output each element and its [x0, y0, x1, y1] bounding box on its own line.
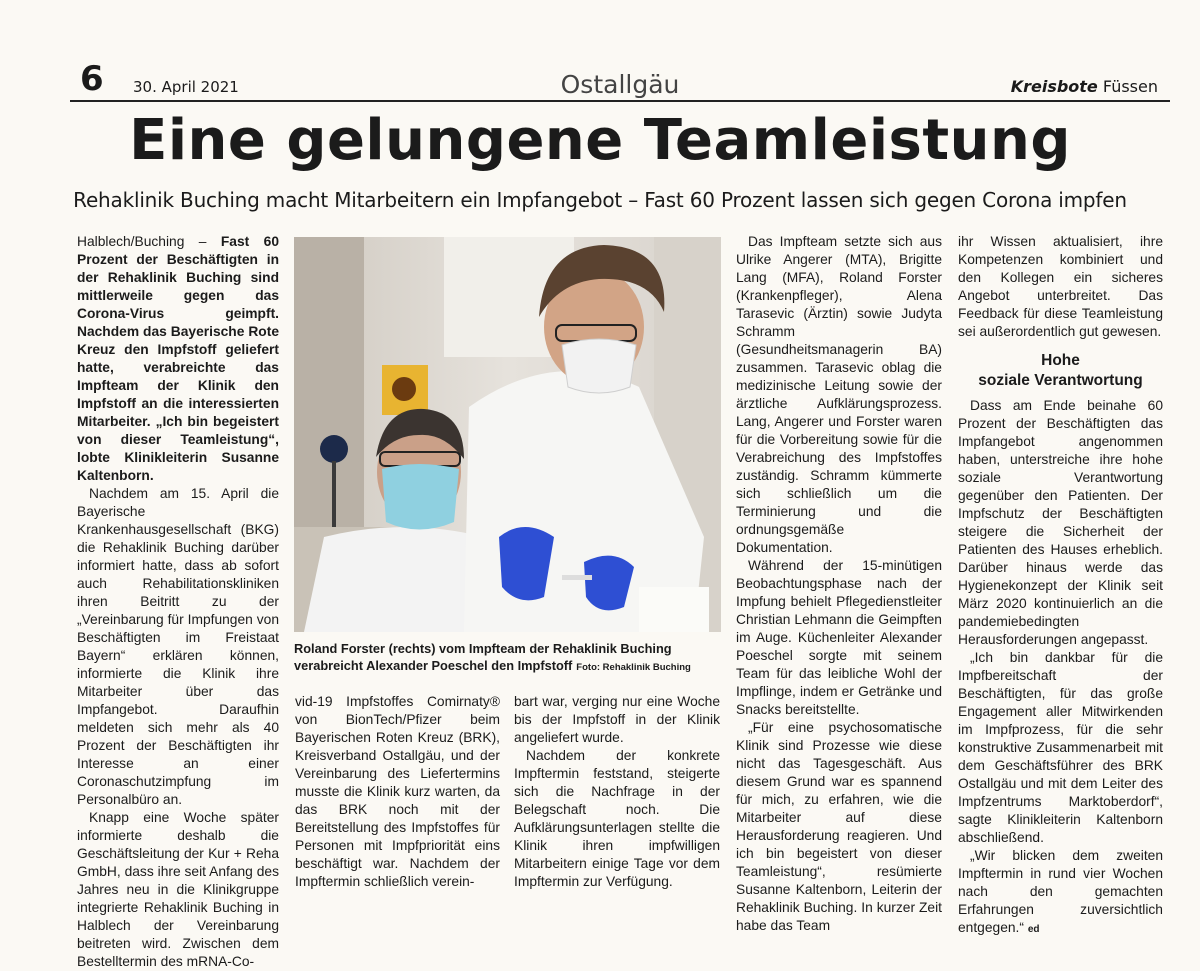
brand-name: Kreisbote — [1010, 77, 1098, 96]
intertitle-line-1: Hohe — [1041, 352, 1080, 369]
article-column-5 — [958, 233, 1163, 939]
intertitle — [958, 351, 1163, 391]
paragraph: ihr Wissen aktualisiert, ihre Kompetenzen kombiniert und den Kollegen ein sicheres Angebot unterbreitet. Das Feedback für diese Teamleistung sei außerordentlich gut gewesen. — [958, 234, 1163, 339]
paragraph: „Für eine psychosomatische Klinik sind Prozesse wie diese nicht das Tagesgeschäft. Aus diesem Grund war es spannend für mich, zu erfahren, wie die Mitarbeiter auf diese Herausforderung reagieren. Und ich bin begeistert von dieser Teamleistung“, resümierte Susanne Kaltenborn, Leiterin der Rehaklinik Buching. In kurzer Zeit habe das Team — [736, 720, 942, 933]
lead-paragraph — [77, 233, 279, 485]
closing-quote: „Wir blicken dem zweiten Impftermin in rund vier Wochen nach den gemachten Erfahrungen zuversichtlich entgegen.“ — [958, 848, 1163, 935]
article-photo — [294, 237, 721, 632]
photo-caption — [294, 640, 724, 676]
subheadline: Rehaklinik Buching macht Mitarbeitern ein Impfangebot – Fast 60 Prozent lassen sich gegen Corona impfen — [73, 188, 1127, 212]
page-number: 6 — [80, 59, 104, 99]
headline: Eine gelungene Teamleistung — [129, 108, 1071, 173]
section-title: Ostallgäu — [560, 70, 680, 99]
intertitle-line-2: soziale Verantwortung — [978, 372, 1143, 389]
paragraph: vid-19 Impfstoffes Comirnaty® von BionTech/Pfizer beim Bayerischen Roten Kreuz (BRK), Kreisverband Ostallgäu, und der Vereinbarung des Liefertermins musste die Klinik kurz warten, da das BRK noch mit der Bereitstellung des Impfstoffes für Personen mit Impfpriorität eins beschäftigt war. Nachdem der Impftermin schließlich verein- — [295, 694, 500, 889]
article-column-2 — [295, 693, 500, 891]
brand — [1011, 77, 1158, 96]
lead-text: Fast 60 Prozent der Beschäftigten in der Rehaklinik Buching sind mittlerweile gegen das Corona-Virus geimpft. Nachdem das Bayerische Rote Kreuz den Impfstoff geliefert hatte, verabreichte das Impfteam der Klinik den Impfstoff an die interessierten Mitarbeiter. „Ich bin begeistert von dieser Teamleistung“, lobte Klinikleiterin Susanne Kaltenborn. — [77, 234, 279, 483]
paragraph: bart war, verging nur eine Woche bis der Impfstoff in der Klinik angeliefert wurde. — [514, 694, 720, 745]
issue-date: 30. April 2021 — [133, 78, 239, 96]
header-rule — [70, 100, 1170, 102]
dateline: Halblech/Buching – — [77, 234, 221, 249]
article-column-3 — [514, 693, 720, 891]
vaccination-photo-illustration — [294, 237, 721, 632]
paragraph: Knapp eine Woche später informierte deshalb die Geschäftsleitung der Kur + Reha GmbH, dass ihre seit Anfang des Jahres neu in die Klinikgruppe integrierte Rehaklinik Buching in Halblech der Vereinbarung beitreten wird. Zwischen dem Bestelltermin des mRNA-Co- — [77, 810, 279, 969]
article-column-1 — [77, 233, 279, 971]
paragraph: Nachdem der konkrete Impftermin feststand, steigerte sich die Nachfrage in der Belegschaft noch. Die Aufklärungsunterlagen stellte die Klinik ihren impfwilligen Mitarbeitern einige Tage vor dem Impftermin zur Verfügung. — [514, 748, 720, 889]
paragraph: Das Impfteam setzte sich aus Ulrike Angerer (MTA), Brigitte Lang (MFA), Roland Forster (Krankenpfleger), Alena Tarasevic (Ärztin) sowie Judyta Schramm (Gesundheitsmanagerin BA) zusammen. Tarasevic oblag die medizinische Leitung sowie der ärztliche Aufklärungsprozess. Lang, Angerer und Forster waren für die Vorbereitung sowie für die Verabreichung des Impfstoffes zuständig. Schramm kümmerte sich schließlich um die Terminierung und die ordnungsgemäße Dokumentation. — [736, 234, 942, 555]
brand-edition: Füssen — [1102, 77, 1158, 96]
author-signature: ed — [1027, 924, 1040, 935]
photo-credit: Foto: Rehaklinik Buching — [576, 662, 691, 673]
article-column-4 — [736, 233, 942, 935]
paragraph: Während der 15-minütigen Beobachtungsphase nach der Impfung behielt Pflegedienstleiter Christian Lehmann die Geimpften im Auge. Küchenleiter Alexander Poeschel sorgte mit seinem Team für das leibliche Wohl der Impflinge, indem er Getränke und Snacks bereitstellte. — [736, 558, 942, 717]
paragraph: Dass am Ende beinahe 60 Prozent der Beschäftigten das Impfangebot angenommen haben, unterstreiche ihre hohe soziale Verantwortung gegenüber den Patienten. Der Impfschutz der Beschäftigten steigere die Sicherheit der Patienten des Hauses erheblich. Darüber hinaus werde das Hygienekonzept der Klinik seit März 2020 kontinuierlich an die pandemiebedingten Herausforderungen angepasst. — [958, 398, 1163, 647]
paragraph — [958, 847, 1163, 939]
paragraph: Nachdem am 15. April die Bayerische Krankenhausgesellschaft (BKG) die Rehaklinik Buching darüber informiert hatte, dass ab sofort auch Rehabilitationskliniken ihren Beitritt zu der „Vereinbarung für Impfungen von Beschäftigten im Freistaat Bayern“ erklären können, informierte die Klinik ihre Mitarbeiter über das Impfangebot. Daraufhin meldeten sich mehr als 40 Prozent der Beschäftigten ihr Interesse an einer Coronaschutzimpfung im Personalbüro an. — [77, 486, 279, 807]
paragraph: „Ich bin dankbar für die Impfbereitschaft der Beschäftigten, für das große Engagement aller Mitwirkenden im Impfprozess, für die sehr konstruktive Zusammenarbeit mit dem Geschäftsführer des BRK Ostallgäu und mit dem Leiter des Impfzentrums Marktoberdorf“, sagte Klinikleiterin Kaltenborn abschließend. — [958, 650, 1163, 845]
caption-text: Roland Forster (rechts) vom Impfteam der Rehaklinik Buching verabreicht Alexander Poeschel den Impfstoff — [294, 641, 672, 673]
